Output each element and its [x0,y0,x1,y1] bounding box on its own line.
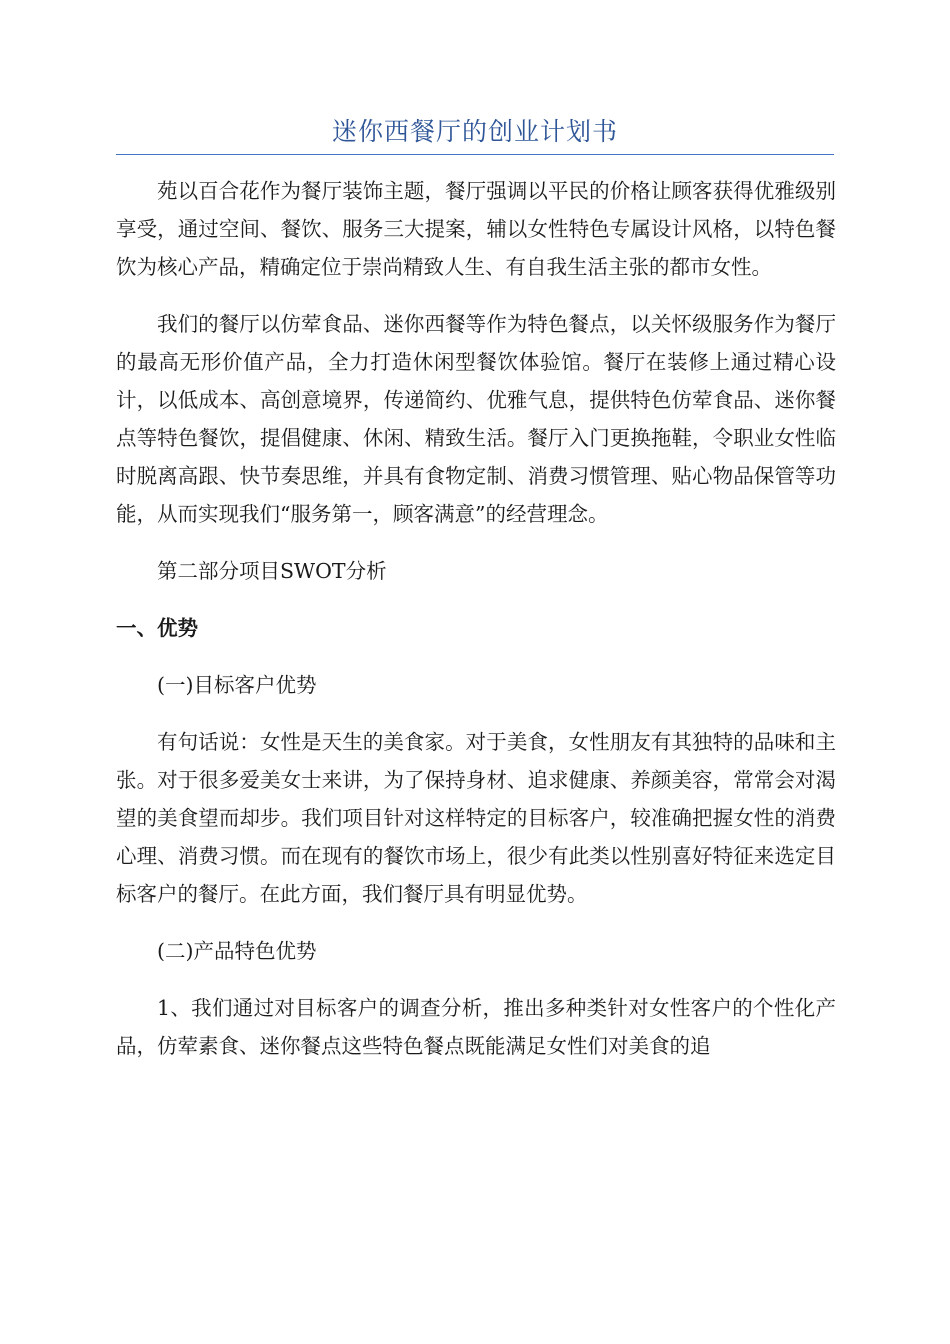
section-title-swot: 第二部分项目SWOT分析 [157,559,387,583]
paragraph-target-customer: 有句话说：女性是天生的美食家。对于美食，女性朋友有其独特的品味和主张。对于很多爱美女士来讲，为了保持身材、追求健康、养颜美容，常常会对渴望的美食望而却步。我们项目针对这样特定的目标客户，较准确把握女性的消费心理、消费习惯。而在现有的餐饮市场上，很少有此类以性别喜好特征来选定目标客户的餐厅。在此方面，我们餐厅具有明显优势。 [116,730,836,906]
heading-advantage: 一、优势 [116,616,198,640]
paragraph-product-1: 1、我们通过对目标客户的调查分析，推出多种类针对女性客户的个性化产品，仿荤素食、迷你餐点这些特色餐点既能满足女性们对美食的追 [116,996,836,1058]
document-title: 迷你西餐厅的创业计划书 [331,117,618,146]
subheading-product-feature: (二)产品特色优势 [157,939,317,963]
paragraph-intro: 苑以百合花作为餐厅装饰主题，餐厅强调以平民的价格让顾客获得优雅级别享受，通过空间、餐饮、服务三大提案，辅以女性特色专属设计风格，以特色餐饮为核心产品，精确定位于崇尚精致人生、有自我生活主张的都市女性。 [116,179,836,279]
paragraph-concept: 我们的餐厅以仿荤食品、迷你西餐等作为特色餐点，以关怀级服务作为餐厅的最高无形价值产品，全力打造休闲型餐饮体验馆。餐厅在装修上通过精心设计，以低成本、高创意境界，传递简约、优雅气息，提供特色仿荤食品、迷你餐点等特色餐饮，提倡健康、休闲、精致生活。餐厅入门更换拖鞋，令职业女性临时脱离高跟、快节奏思维，并具有食物定制、消费习惯管理、贴心物品保管等功能，从而实现我们“服务第一，顾客满意”的经营理念。 [116,312,836,526]
document-body [116,172,836,1084]
title-underline [116,154,834,155]
subheading-target-customer: (一)目标客户优势 [157,673,317,697]
